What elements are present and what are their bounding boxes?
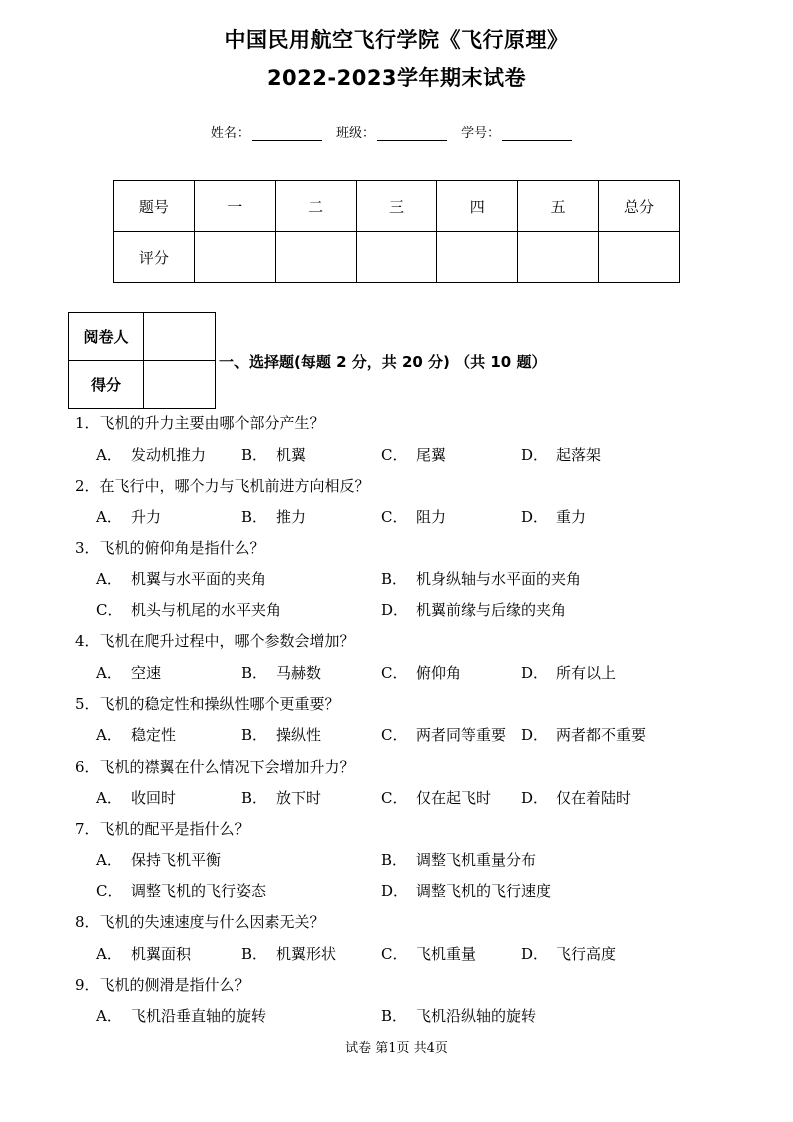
option-c[interactable]: C． 飞机重量 bbox=[381, 945, 477, 963]
score-header-cell: 题号 bbox=[114, 181, 195, 232]
score-header-cell: 一 bbox=[194, 181, 275, 232]
page-footer: 试卷 第1页 共4页 bbox=[345, 1041, 448, 1056]
question-stem: 8．飞机的失速速度与什么因素无关？ bbox=[75, 913, 325, 931]
question-stem: 4．飞机在爬升过程中，哪个参数会增加？ bbox=[75, 632, 355, 650]
score-table-header-row bbox=[114, 181, 680, 232]
reviewer-cell[interactable] bbox=[144, 313, 216, 361]
option-d[interactable]: D． 起落架 bbox=[521, 446, 602, 464]
grader-table bbox=[68, 312, 216, 409]
question-stem: 7．飞机的配平是指什么？ bbox=[75, 820, 250, 838]
option-d[interactable]: D． 仅在着陆时 bbox=[521, 789, 632, 807]
option-b[interactable]: B． 调整飞机重量分布 bbox=[381, 851, 537, 869]
option-c[interactable]: C． 仅在起飞时 bbox=[381, 789, 492, 807]
score-header-cell: 五 bbox=[518, 181, 599, 232]
question-stem: 1．飞机的升力主要由哪个部分产生？ bbox=[75, 414, 325, 432]
score-cell[interactable] bbox=[437, 232, 518, 283]
option-b[interactable]: B． 操纵性 bbox=[241, 726, 322, 744]
score-header-cell: 总分 bbox=[599, 181, 680, 232]
section-title: 一、选择题(每题 2 分，共 20 分) （共 10 题） bbox=[219, 353, 547, 371]
option-b[interactable]: B． 机翼形状 bbox=[241, 945, 337, 963]
option-c[interactable]: C． 调整飞机的飞行姿态 bbox=[96, 882, 267, 900]
name-blank[interactable] bbox=[252, 126, 322, 141]
question-stem: 9．飞机的侧滑是指什么？ bbox=[75, 976, 250, 994]
score-header-cell: 二 bbox=[275, 181, 356, 232]
option-b[interactable]: B． 机身纵轴与水平面的夹角 bbox=[381, 570, 582, 588]
option-a[interactable]: A． 发动机推力 bbox=[96, 446, 207, 464]
option-a[interactable]: A． 机翼面积 bbox=[96, 945, 192, 963]
option-a[interactable]: A． 空速 bbox=[96, 664, 162, 682]
question-stem: 5．飞机的稳定性和操纵性哪个更重要？ bbox=[75, 695, 340, 713]
score-cell[interactable] bbox=[356, 232, 437, 283]
score-cell[interactable] bbox=[518, 232, 599, 283]
option-d[interactable]: D． 所有以上 bbox=[521, 664, 617, 682]
id-label: 学号： bbox=[461, 126, 501, 141]
option-a[interactable]: A． 稳定性 bbox=[96, 726, 177, 744]
option-d[interactable]: D． 两者都不重要 bbox=[521, 726, 647, 744]
class-blank[interactable] bbox=[377, 126, 447, 141]
score-header-cell: 三 bbox=[356, 181, 437, 232]
class-label: 班级： bbox=[335, 126, 375, 141]
option-a[interactable]: A． 收回时 bbox=[96, 789, 177, 807]
id-blank[interactable] bbox=[502, 126, 572, 141]
score-cell[interactable] bbox=[275, 232, 356, 283]
option-b[interactable]: B． 机翼 bbox=[241, 446, 307, 464]
option-c[interactable]: C． 两者同等重要 bbox=[381, 726, 507, 744]
option-c[interactable]: C． 阻力 bbox=[381, 508, 447, 526]
option-c[interactable]: C． 俯仰角 bbox=[381, 664, 462, 682]
option-a[interactable]: A． 飞机沿垂直轴的旋转 bbox=[96, 1007, 267, 1025]
reviewer-label: 阅卷人 bbox=[69, 313, 144, 361]
name-label: 姓名： bbox=[210, 126, 250, 141]
option-a[interactable]: A． 升力 bbox=[96, 508, 162, 526]
score-cell[interactable] bbox=[194, 232, 275, 283]
option-b[interactable]: B． 推力 bbox=[241, 508, 307, 526]
score-label: 得分 bbox=[69, 361, 144, 409]
option-a[interactable]: A． 保持飞机平衡 bbox=[96, 851, 222, 869]
score-cell[interactable] bbox=[599, 232, 680, 283]
option-c[interactable]: C． 机头与机尾的水平夹角 bbox=[96, 601, 282, 619]
student-info-row bbox=[0, 122, 793, 141]
score-header-cell: 四 bbox=[437, 181, 518, 232]
option-c[interactable]: C． 尾翼 bbox=[381, 446, 447, 464]
question-stem: 6．飞机的襟翼在什么情况下会增加升力？ bbox=[75, 758, 355, 776]
exam-title-line1: 中国民用航空飞行学院《飞行原理》 bbox=[224, 28, 569, 52]
option-b[interactable]: B． 飞机沿纵轴的旋转 bbox=[381, 1007, 537, 1025]
score-row-label: 评分 bbox=[114, 232, 195, 283]
option-d[interactable]: D． 机翼前缘与后缘的夹角 bbox=[381, 601, 567, 619]
option-a[interactable]: A． 机翼与水平面的夹角 bbox=[96, 570, 267, 588]
question-stem: 3．飞机的俯仰角是指什么？ bbox=[75, 539, 265, 557]
section-score-cell[interactable] bbox=[144, 361, 216, 409]
option-b[interactable]: B． 放下时 bbox=[241, 789, 322, 807]
score-table-score-row bbox=[114, 232, 680, 283]
option-d[interactable]: D． 调整飞机的飞行速度 bbox=[381, 882, 552, 900]
exam-title-line2: 2022-2023学年期末试卷 bbox=[266, 66, 527, 90]
option-d[interactable]: D． 飞行高度 bbox=[521, 945, 617, 963]
score-table bbox=[113, 180, 680, 283]
option-b[interactable]: B． 马赫数 bbox=[241, 664, 322, 682]
option-d[interactable]: D． 重力 bbox=[521, 508, 587, 526]
question-stem: 2．在飞行中，哪个力与飞机前进方向相反？ bbox=[75, 477, 370, 495]
